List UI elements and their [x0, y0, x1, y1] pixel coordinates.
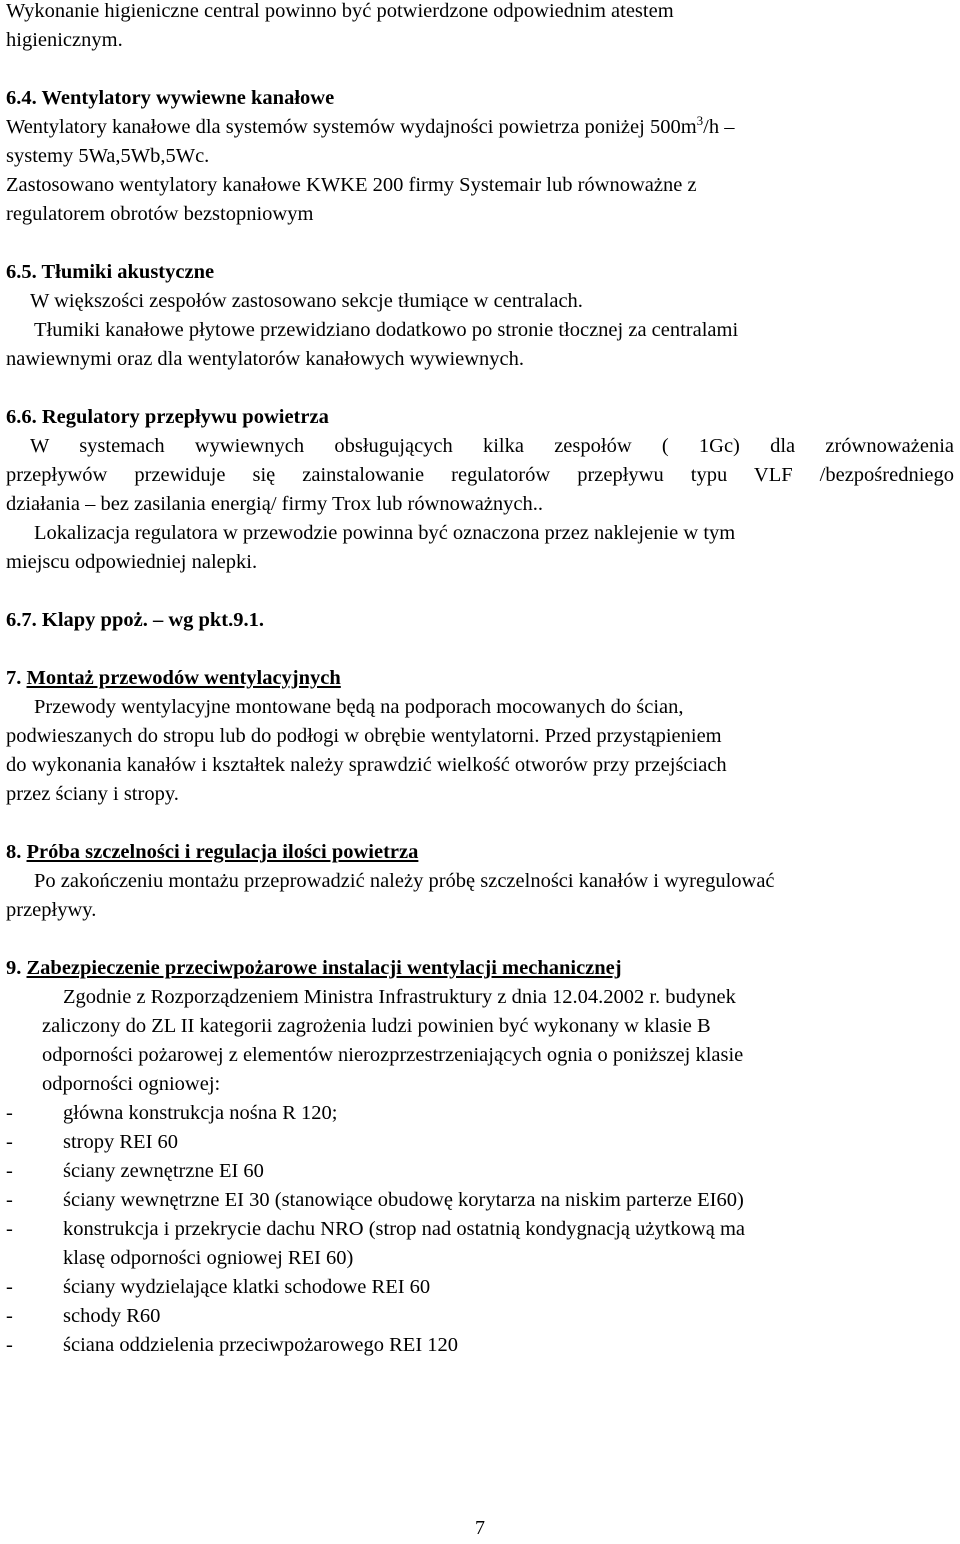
section-6-5-line-2: Tłumiki kanałowe płytowe przewidziano dodatkowo po stronie tłocznej za centralami — [34, 319, 739, 341]
list-item-text: główna konstrukcja nośna R 120; — [63, 1102, 338, 1124]
list-bullet: - — [6, 1189, 13, 1211]
list-bullet: - — [6, 1305, 13, 1327]
section-9-heading: 9. Zabezpieczenie przeciwpożarowe instalacji wentylacji mechanicznej — [6, 957, 622, 979]
list-item-text: ściany wewnętrzne EI 30 (stanowiące obudowę korytarza na niskim parterze EI60) — [63, 1189, 744, 1211]
section-9-line-4: odporności ogniowej: — [42, 1073, 221, 1095]
page-number: 7 — [475, 1517, 485, 1539]
section-6-4-line-1: Wentylatory kanałowe dla systemów systemów wydajności powietrza poniżej $500m^3/h$ – — [6, 113, 735, 138]
section-6-6-line-5: miejscu odpowiedniej nalepki. — [6, 551, 258, 573]
list-bullet: - — [6, 1102, 13, 1124]
section-7-line-2: podwieszanych do stropu lub do podłogi w obrębie wentylatorni. Przed przystąpieniem — [6, 725, 722, 747]
section-6-4-line-2: systemy 5Wa,5Wb,5Wc. — [6, 145, 210, 167]
section-6-5-line-3: nawiewnymi oraz dla wentylatorów kanałowych wywiewnych. — [6, 348, 525, 370]
section-9-line-1: Zgodnie z Rozporządzeniem Ministra Infrastruktury z dnia 12.04.2002 r. budynek — [63, 986, 736, 1008]
section-6-4-line-4: regulatorem obrotów bezstopniowym — [6, 203, 314, 225]
section-7-line-3: do wykonania kanałów i kształtek należy sprawdzić wielkość otworów przy przejściach — [6, 754, 727, 776]
intro-line-2: higienicznym. — [6, 29, 123, 51]
intro-line-1: Wykonanie higieniczne central powinno być potwierdzone odpowiednim atestem — [6, 0, 674, 22]
section-6-5-heading: 6.5. Tłumiki akustyczne — [6, 261, 215, 283]
list-bullet: - — [6, 1160, 13, 1182]
section-6-5-line-1: W większości zespołów zastosowano sekcje tłumiące w centralach. — [30, 290, 583, 312]
list-item-text: konstrukcja i przekrycie dachu NRO (strop nad ostatnią kondygnacją użytkową ma — [63, 1218, 745, 1240]
section-7-heading: 7. Montaż przewodów wentylacyjnych — [6, 667, 341, 689]
list-item-text: ściana oddzielenia przeciwpożarowego REI 120 — [63, 1334, 459, 1356]
section-6-6-line-2: przepływów przewiduje się zainstalowanie regulatorów przepływu typu VLF /bezpośredniego — [6, 464, 954, 486]
section-6-4-heading: 6.4. Wentylatory wywiewne kanałowe — [6, 87, 335, 109]
section-6-6-line-4: Lokalizacja regulatora w przewodzie powinna być oznaczona przez naklejenie w tym — [34, 522, 736, 544]
section-8-line-2: przepływy. — [6, 899, 97, 921]
section-7-line-1: Przewody wentylacyjne montowane będą na podporach mocowanych do ścian, — [34, 696, 684, 718]
list-item-text: ściany wydzielające klatki schodowe REI 60 — [63, 1276, 431, 1298]
section-6-6-heading: 6.6. Regulatory przepływu powietrza — [6, 406, 329, 428]
list-item-continuation: klasę odporności ogniowej REI 60) — [63, 1247, 354, 1269]
list-bullet: - — [6, 1334, 13, 1356]
list-item-text: schody R60 — [63, 1305, 161, 1327]
section-9-line-2: zaliczony do ZL II kategorii zagrożenia ludzi powinien być wykonany w klasie B — [42, 1015, 711, 1037]
section-8-heading: 8. Próba szczelności i regulacja ilości powietrza — [6, 841, 419, 863]
section-7-line-4: przez ściany i stropy. — [6, 783, 179, 805]
section-6-6-line-1: W systemach wywiewnych obsługujących kilka zespołów ( 1Gc) dla zrównoważenia — [30, 435, 954, 457]
section-8-line-1: Po zakończeniu montażu przeprowadzić należy próbę szczelności kanałów i wyregulować — [34, 870, 775, 892]
list-bullet: - — [6, 1131, 13, 1153]
section-6-4-line-3: Zastosowano wentylatory kanałowe KWKE 200 firmy Systemair lub równoważne z — [6, 174, 697, 196]
list-bullet: - — [6, 1218, 13, 1240]
list-item-text: ściany zewnętrzne EI 60 — [63, 1160, 264, 1182]
section-9-line-3: odporności pożarowej z elementów nierozprzestrzeniających ognia o poniższej klasie — [42, 1044, 744, 1066]
list-item-text: stropy REI 60 — [63, 1131, 179, 1153]
list-bullet: - — [6, 1276, 13, 1298]
section-6-7-heading: 6.7. Klapy ppoż. – wg pkt.9.1. — [6, 609, 265, 631]
section-6-6-line-3: działania – bez zasilania energią/ firmy Trox lub równoważnych.. — [6, 493, 544, 515]
